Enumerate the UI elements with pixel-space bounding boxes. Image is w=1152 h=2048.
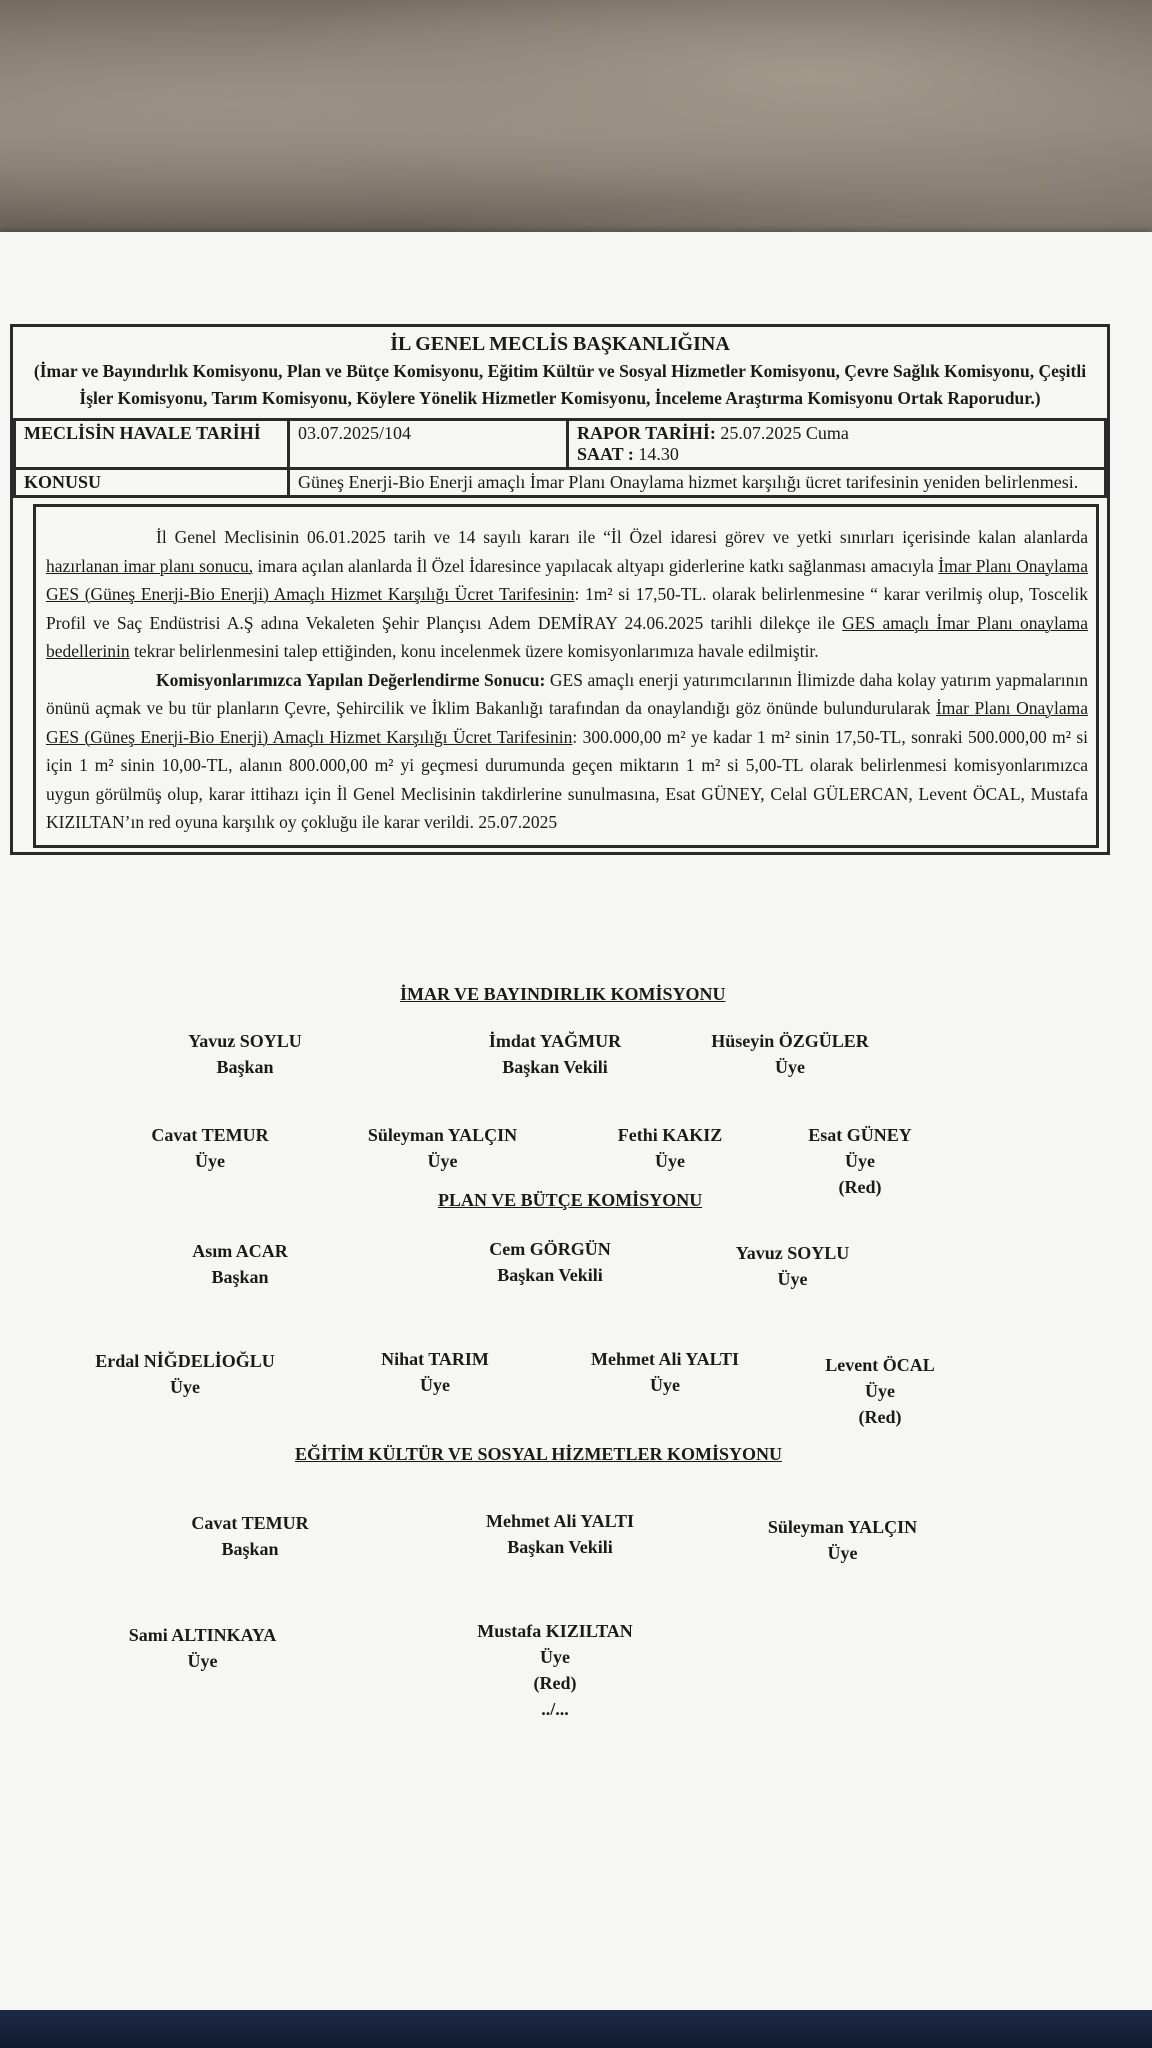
signatory: Yavuz SOYLU Üye: [735, 1243, 850, 1289]
report-body: [33, 504, 1099, 848]
bottom-surface: [0, 2010, 1152, 2048]
signatory: Hüseyin ÖZGÜLER Üye: [711, 1031, 869, 1077]
signatory: Levent ÖCAL Üye (Red): [825, 1355, 935, 1427]
signatory: Nihat TARIM Üye: [381, 1349, 489, 1395]
saat-label: SAAT :: [577, 444, 634, 464]
signatory: Mehmet Ali YALTI Üye: [590, 1349, 740, 1395]
meta-table: [13, 418, 1107, 498]
signatory: Cavat TEMUR Başkan: [191, 1513, 309, 1559]
rapor-label: RAPOR TARİHİ:: [577, 423, 716, 443]
signatory: Erdal NİĞDELİOĞLU Üye: [95, 1351, 275, 1397]
saat-value: 14.30: [638, 444, 679, 464]
paragraph-1: İl Genel Meclisinin 06.01.2025 tarih ve 14 sayılı kararı ile “İl Özel idaresi görev ve yetki sınırları içerisinde kalan alanlarda hazırlanan imar planı sonucu, imara açılan alanlarda İl Özel İdaresince yapılacak altyapı giderlerine katkı sağlanması amacıyla İmar Planı Onaylama GES (Güneş Enerji-Bio Enerji) Amaçlı Hizmet Karşılığı Ücret Tarifesinin: 1m² si 17,50-TL. olarak belirlenmesine “ karar verilmiş olup, Toscelik Profil ve Saç Endüstrisi A.Ş adına Vekaleten Şehir Plançısı Adem DEMİRAY 24.06.2025 tarihli dilekçe ile GES amaçlı İmar Planı onaylama bedellerinin tekrar belirlenmesini talep ettiğinden, konu incelenmek üzere komisyonlarımıza havale edilmiştir.: [46, 527, 1089, 661]
havale-label: MECLİSİN HAVALE TARİHİ: [15, 420, 289, 469]
konusu-value: Güneş Enerji-Bio Enerji amaçlı İmar Planı Onaylama hizmet karşılığı ücret tarifesinin yeniden belirlenmesi.: [289, 469, 1106, 497]
document-title: İL GENEL MECLİS BAŞKANLIĞINA: [390, 333, 730, 355]
paragraph-2: Komisyonlarımızca Yapılan Değerlendirme Sonucu: GES amaçlı enerji yatırımcılarının İlimizde daha kolay yatırım yapmalarının önünü açmak ve bu tür planların Çevre, Şehircilik ve İklim Bakanlığı tarafından da onaylandığı göz önünde bulundurularak İmar Planı Onaylama GES (Güneş Enerji-Bio Enerji) Amaçlı Hizmet Karşılığı Ücret Tarifesinin: 300.000,00 m² ye kadar 1 m² sinin 17,50-TL, sonraki 500.000,00 m² si için 1 m² sinin 10,00-TL, alanın 800.000,00 m² yi geçmesi durumunda geçen miktarın 1 m² si 5,00-TL olarak belirlenmesi komisyonlarımızca uygun görülmüş olup, karar ittihazı için İl Genel Meclisinin takdirlerine sunulmasına, Esat GÜNEY, Celal GÜLERCAN, Levent ÖCAL, Mustafa KIZILTAN’ın red oyuna karşılık oy çokluğu ile karar verildi. 25.07.2025: [46, 669, 1089, 832]
egitim-committee-title: EĞİTİM KÜLTÜR VE SOSYAL HİZMETLER KOMİSYONU: [295, 1444, 782, 1464]
rapor-cell: [568, 420, 1106, 469]
signatory: Mehmet Ali YALTI Başkan Vekili: [485, 1511, 635, 1557]
rapor-value: 25.07.2025 Cuma: [720, 423, 849, 443]
fabric-background: [0, 0, 1152, 260]
imar-committee-title: İMAR VE BAYINDIRLIK KOMİSYONU: [400, 984, 726, 1004]
havale-value: 03.07.2025/104: [289, 420, 568, 469]
document-page: [0, 232, 1152, 2014]
signatory: Cavat TEMUR Üye: [151, 1125, 269, 1171]
signatory: Süleyman YALÇIN Üye: [767, 1517, 918, 1563]
document-subtitle: (İmar ve Bayındırlık Komisyonu, Plan ve Bütçe Komisyonu, Eğitim Kültür ve Sosyal Hizmetler Komisyonu, Çevre Sağlık Komisyonu, Çeşitli İşler Komisyonu, Tarım Komisyonu, Köylere Yönelik Hizmetler Komisyonu, İnceleme Araştırma Komisyonu Ortak Raporudur.): [33, 361, 1087, 408]
signatory: Cem GÖRGÜN Başkan Vekili: [489, 1239, 611, 1285]
signatory: Sami ALTINKAYA Üye: [128, 1625, 277, 1671]
continuation-mark: ../...: [541, 1699, 569, 1719]
report-header: [10, 324, 1110, 855]
signatory: Esat GÜNEY Üye (Red): [808, 1125, 912, 1197]
konusu-label: KONUSU: [15, 469, 289, 497]
signatory: Asım ACAR Başkan: [192, 1241, 288, 1287]
plan-committee-title: PLAN VE BÜTÇE KOMİSYONU: [438, 1190, 703, 1210]
signatory: Fethi KAKIZ Üye: [617, 1125, 723, 1171]
signatory: İmdat YAĞMUR Başkan Vekili: [488, 1031, 622, 1077]
signatory: Süleyman YALÇIN Üye: [367, 1125, 518, 1171]
signatory: Mustafa KIZILTAN Üye (Red): [477, 1621, 633, 1693]
signatory: Yavuz SOYLU Başkan: [188, 1031, 302, 1077]
